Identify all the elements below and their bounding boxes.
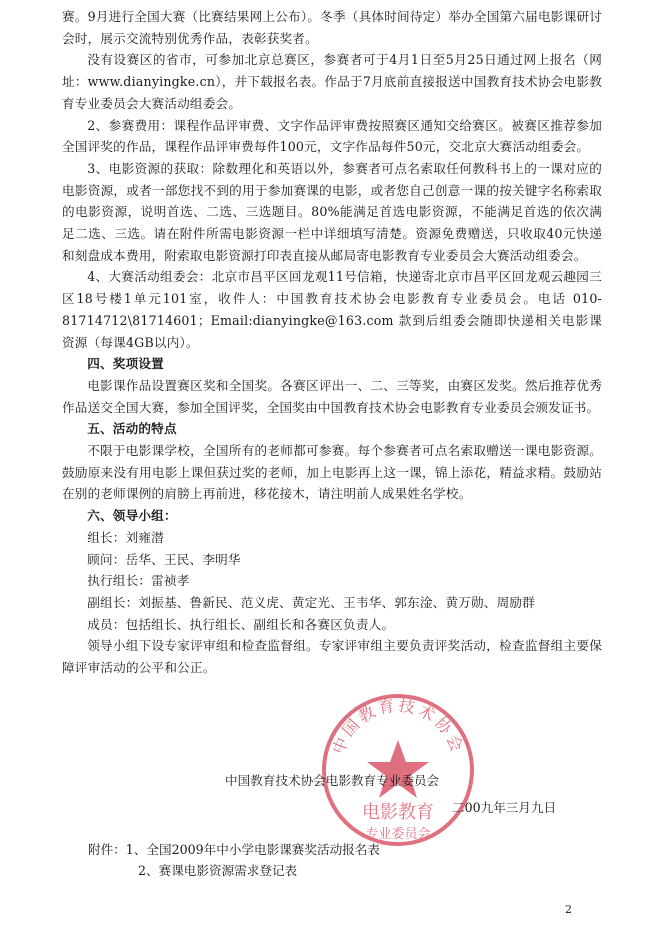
signature-date: 二00九年三月九日 bbox=[452, 800, 557, 815]
signature-organization: 中国教育技术协会电影教育专业委员会 bbox=[225, 773, 440, 788]
leader-advisors: 顾问：岳华、王民、李明华 bbox=[87, 551, 241, 567]
closing-paragraph: 领导小组下设专家评审组和检查监督组。专家评审组主要负责评奖活动，检查监督组主要保障评审活动的公平和公正。 bbox=[62, 638, 602, 676]
leader-executive: 执行组长：雷祯孝 bbox=[87, 573, 190, 589]
leader-members: 成员：包括组长、执行组长、副组长和各赛区负责人。 bbox=[87, 616, 395, 632]
leader-deputies: 副组长：刘振基、鲁新民、范义虎、黄定光、王韦华、郭东淦、黄万勋、周励群 bbox=[87, 594, 535, 610]
attachment-2: 2、赛课电影资源需求登记表 bbox=[138, 863, 298, 878]
seal-ring-text: 中国教育技术协会 bbox=[328, 695, 468, 757]
seal-center-text: 电影教育 bbox=[362, 802, 434, 823]
paragraph-2: 没有设赛区的省市，可参加北京总赛区，参赛者可于4月1日至5月25日通过网上报名（网址：www.dianyingke.cn），并下载报名表。作品于7月底前直接报送中国教育技术协会电影教育专业委员会大赛活动组委会。 bbox=[62, 52, 602, 111]
page-number: 2 bbox=[565, 903, 572, 916]
paragraph-1: 赛。9月进行全国大赛（比赛结果网上公布）。冬季（具体时间待定）举办全国第六届电影课研讨会时，展示交流特别优秀作品，表彰获奖者。 bbox=[62, 9, 602, 46]
paragraph-committee: 4、大赛活动组委会：北京市昌平区回龙观11号信箱，快递寄北京市昌平区回龙观云趣园三区18号楼1单元101室，收件人：中国教育技术协会电影教育专业委员会。电话 010-81714712\81714601；Email:dianyingke@163.com 款到后组委会随即快递相关电影课资源（每课4GB以内）。 bbox=[62, 269, 602, 350]
paragraph-fee: 2、参赛费用：课程作品评审费、文字作品评审费按照赛区通知交给赛区。被赛区推荐参加全国评奖的作品，课程作品评审费每件100元，文字作品每件50元，交北京大赛活动组委会。 bbox=[62, 117, 602, 155]
seal-star-icon bbox=[367, 740, 429, 798]
paragraph-resource: 3、电影资源的获取：除数理化和英语以外，参赛者可点名索取任何教科书上的一课对应的电影资源，或者一部您找不到的用于参加赛课的电影，或者您自己创意一课的按关键字名称索取的电影资源，说明首选、二选、三选题目。80%能满足首选电影资源，不能满足首选的依次满足二选、三选。请在附件所需电影资源一栏中详细填写清楚。资源免费赠送，只收取40元快递和刻盘成本费用，附索取电影资源打印表直接从邮局寄电影教育专业委员会大赛活动组委会。 bbox=[62, 160, 602, 263]
section-4-text: 电影课作品设置赛区奖和全国奖。各赛区评出一、二、三等奖，由赛区发奖。然后推荐优秀作品送交全国大赛，参加全国评奖，全国奖由中国教育技术协会电影教育专业委员会颁发证书。 bbox=[62, 377, 602, 415]
document-body bbox=[62, 6, 602, 679]
section-4-heading: 四、奖项设置 bbox=[87, 356, 164, 372]
section-5-heading: 五、活动的特点 bbox=[87, 421, 177, 437]
attachment-1: 附件：1、全国2009年中小学电影课赛奖活动报名表 bbox=[88, 842, 380, 857]
seal-bottom-text: 专业委员会 bbox=[365, 827, 431, 842]
leader-group-head: 组长：刘雍潜 bbox=[87, 529, 164, 545]
section-6-heading: 六、领导小组： bbox=[87, 508, 177, 524]
section-5-text: 不限于电影课学校，全国所有的老师都可参赛。每个参赛者可点名索取赠送一课电影资源。鼓励原来没有用电影上课但获过奖的老师，加上电影再上这一课，锦上添花，精益求精。鼓励站在别的老师课例的肩膀上再前进，移花接木，请注明前人成果姓名学校。 bbox=[62, 443, 602, 502]
